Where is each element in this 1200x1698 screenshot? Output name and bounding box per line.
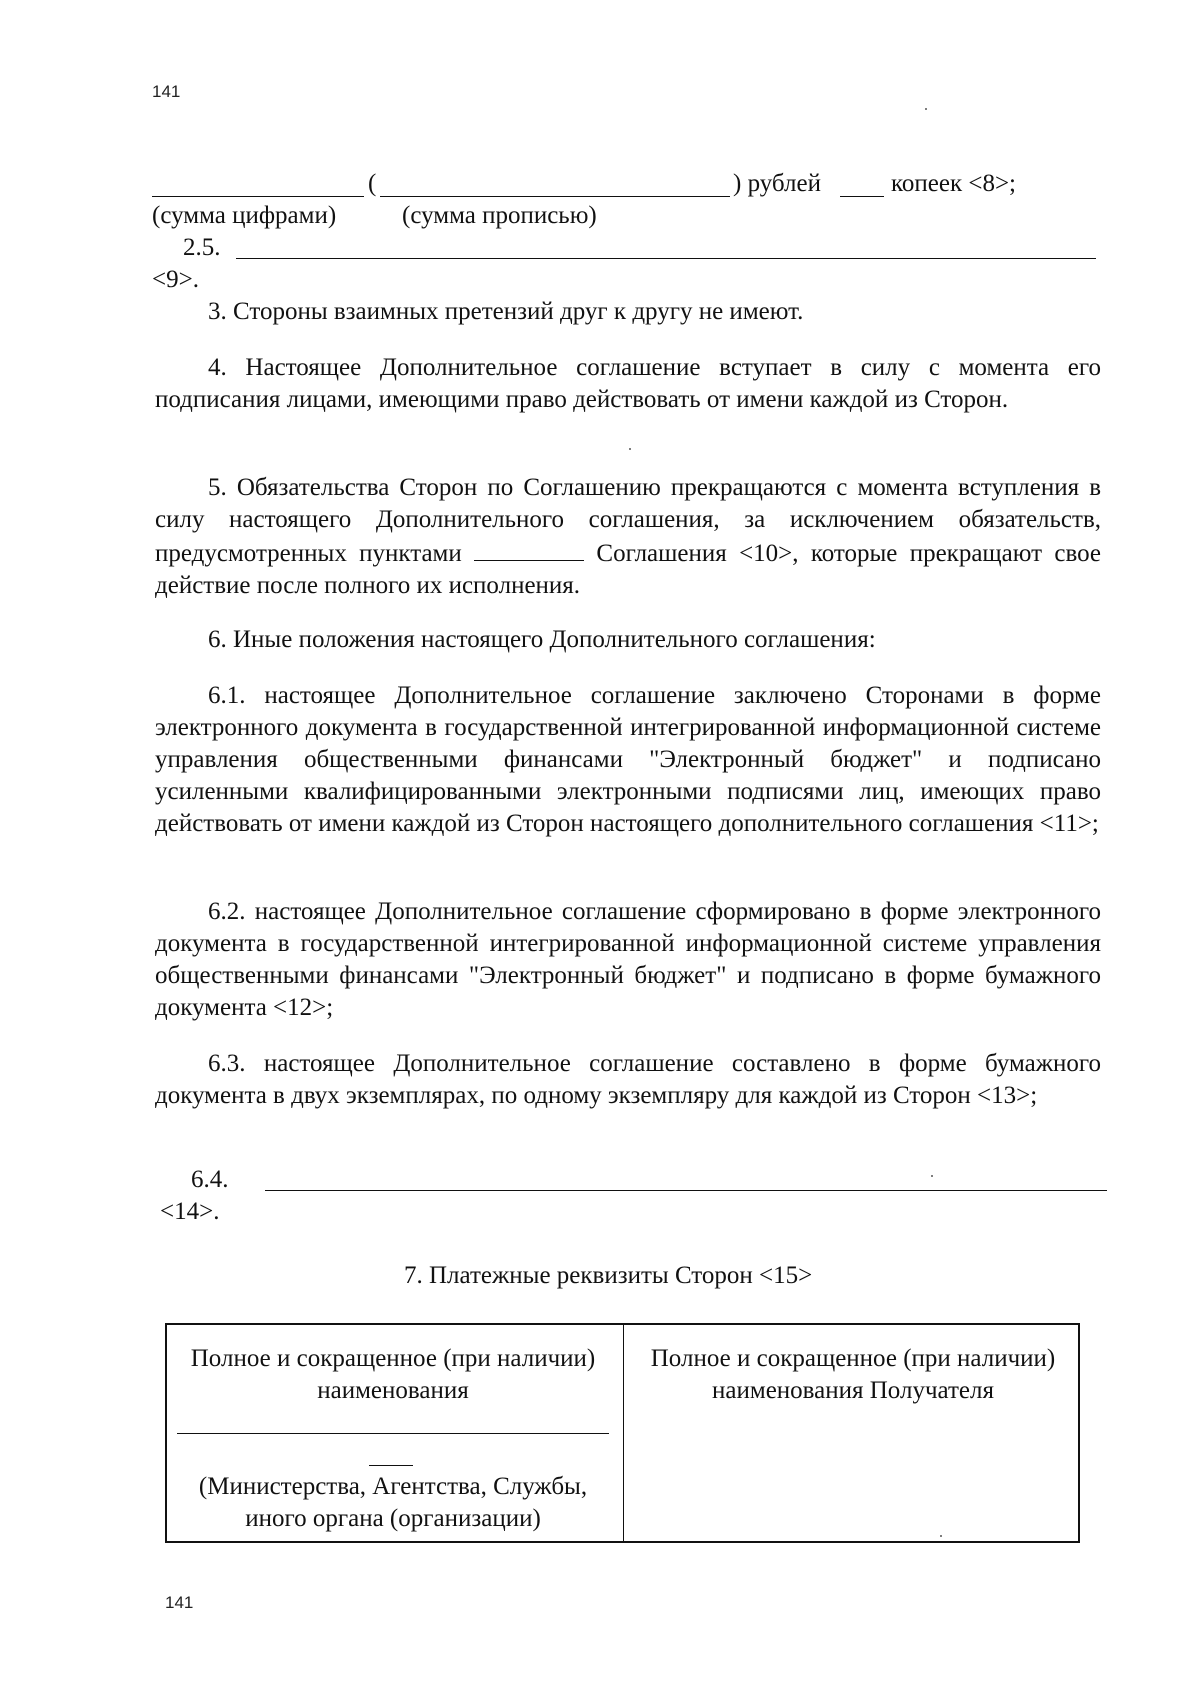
table-left-name-blank [177,1433,609,1434]
page-number-bottom: 141 [165,1593,194,1612]
paragraph-6: 6. Иные положения настоящего Дополнительного соглашения: [208,626,876,653]
paragraph-6-2: 6.2. настоящее Дополнительное соглашение сформировано в форме электронного документа в государственной интегрированной информационной системе управления общественными финансами "Электронный бюджет" и подписано в форме бумажного документа <12>; [155,898,1101,1021]
page-number-top: 141 [152,82,181,101]
item-2-5-footnote: <9>. [152,266,199,293]
paragraph-6-1: 6.1. настоящее Дополнительное соглашение заключено Сторонами в форме электронного документа в государственной интегрированной информационной системе управления общественными финансами "Электронный бюджет" и подписано усиленными квалифицированными электронными подписями лиц, имеющих право действовать от имени каждой из Сторон настоящего дополнительного соглашения <11>; [155,682,1101,837]
paragraph-5 [155,472,1101,602]
label-sum-words: (сумма прописью) [402,202,597,229]
table-left-small-blank [369,1465,413,1466]
paragraph-3: 3. Стороны взаимных претензий друг к другу не имеют. [208,298,804,325]
paragraph-5-start: 5. Обязательства Сторон по Соглашению прекращаются с момента вступления в силу настоящего Дополнительного соглашения, за исключением обязательств, предусмотренных пунктами [155,474,1101,567]
item-2-5-blank [236,258,1096,259]
sum-digits-blank [152,196,364,197]
scan-speck [940,1535,942,1537]
kopecks-blank [840,196,884,197]
table-right-header: Полное и сокращенное (при наличии) наименования Получателя [650,1345,1056,1404]
paragraph-5-end: Соглашения <10>, которые прекращают свое действие после полного их исполнения. [155,540,1102,599]
scan-speck [931,1175,933,1177]
scan-speck [629,448,631,450]
kopecks-text: копеек <8>; [891,170,1016,197]
section-7-heading: 7. Платежные реквизиты Сторон <15> [404,1262,813,1289]
item-6-4-footnote: <14>. [160,1198,220,1225]
scan-speck [925,108,927,110]
paragraph-5-blank [474,536,584,561]
label-sum-digits: (сумма цифрами) [152,202,337,229]
item-2-5-number: 2.5. [183,234,221,261]
payment-details-table [165,1323,1080,1543]
item-6-4-blank [265,1190,1107,1191]
sum-words-blank [380,196,730,197]
table-left-caption: (Министерства, Агентства, Службы, иного органа (организации) [198,1473,588,1532]
paragraph-6-3: 6.3. настоящее Дополнительное соглашение составлено в форме бумажного документа в двух экземплярах, по одному экземпляру для каждой из Сторон <13>; [155,1050,1101,1109]
paragraph-4: 4. Настоящее Дополнительное соглашение вступает в силу с момента его подписания лицами, имеющими право действовать от имени каждой из Сторон. [155,354,1101,413]
rubles-text: ) рублей [733,170,821,197]
item-6-4-number: 6.4. [191,1166,229,1193]
open-paren: ( [368,170,377,197]
table-left-header: Полное и сокращенное (при наличии) наименования [190,1345,596,1404]
table-column-divider [623,1325,624,1541]
